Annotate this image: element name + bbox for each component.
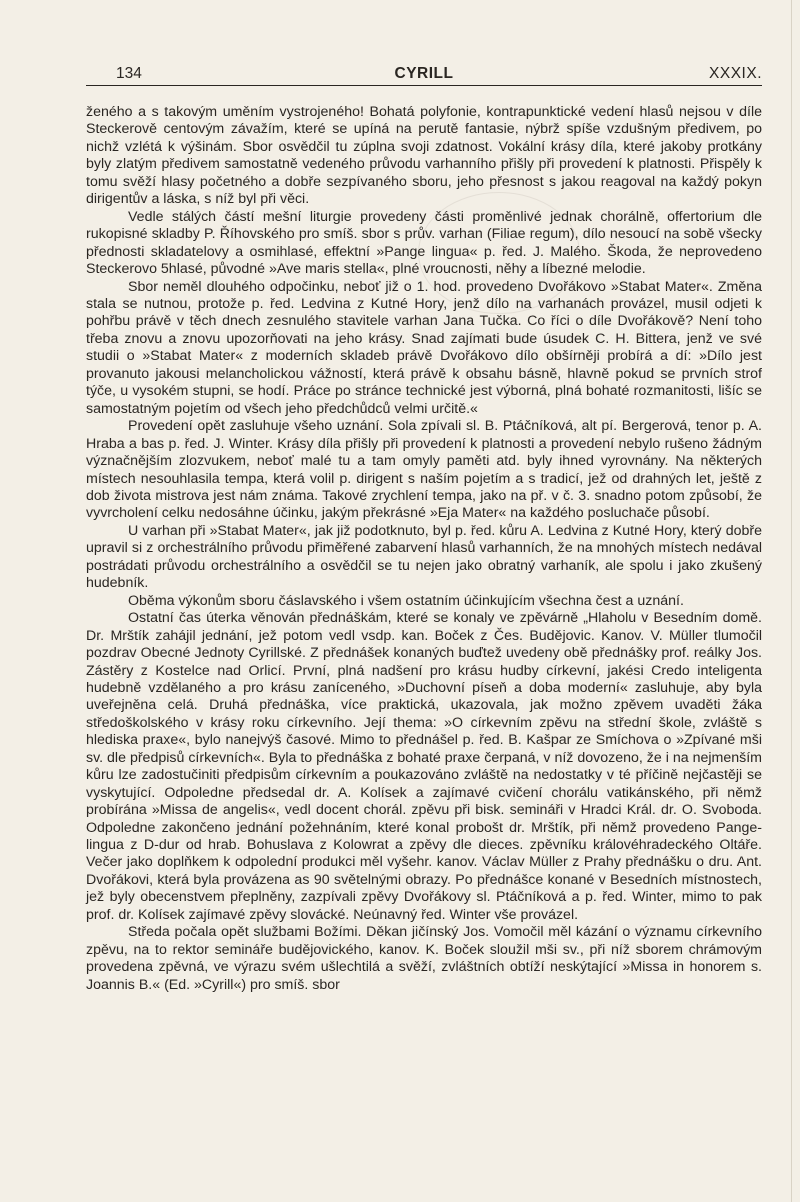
paragraph: Oběma výkonům sboru čáslavského i všem ostatním účinkujícím všechna čest a uznání.	[128, 592, 684, 609]
paragraph: Sbor neměl dlouhého odpočinku, neboť již o 1. hod. provedeno Dvořákovo »Stabat Mater«. Změna stala se nutnou, protože p. řed. Ledvina z Kutné Hory, jenž dílo na varhanách provázel, musil odjeti k pohřbu právě v těch dnech zesnulého stavitele varhan Jana Tučka. Co říci o díle Dvořákově? Není toho třeba znovu a znovu upozorňovati na jeho krásy. Snad zajímati bude úsudek C. H. Bittera, jenž ve své studii o »Stabat Mater« z moderních skladeb právě Dvořákovo dílo obšírněji probírá a dí: »Dílo jest provanuto jakousi melancholickou vážností, která právě k obsahu básně, hlavně pokud se prvních strof týče, u vysokém stupni, se hodí. Práce po stránce technické jest výborná, plná bohaté rozmanitosti, lišíc se samostatným pojetím od všech jeho předchůdců velmi určitě.«	[86, 278, 762, 417]
running-header	[86, 63, 762, 86]
article-body	[86, 104, 762, 994]
paragraph: Vedle stálých částí mešní liturgie provedeny části proměnlivé jednak chorálně, offertorium dle rukopisné skladby P. Říhovského pro smíš. sbor s prův. varhan (Filiae regum), dílo nesoucí na sobě všecky přednosti skladatelovy a osmihlasé, effektní »Pange lingua« p. řed. J. Malého. Škoda, že neprovedeno Steckerovo 5hlasé, původné »Ave maris stella«, plné vroucnosti, něhy a líbezné melodie.	[86, 208, 762, 278]
page-edge-line	[791, 0, 792, 1202]
paragraph: Ostatní čas úterka věnován přednáškám, které se konaly ve zpěvárně „Hlaholu v Besedním domě. Dr. Mrštík zahájil jednání, jež potom vedl vsdp. kan. Boček z Čes. Budějovic. Kanov. V. Müller tlumočil pozdrav Obecné Jednoty Cyrillské. Z přednášek konaných buďtež uvedeny obě přednášky prof. reálky Jos. Zástěry z Kostelce nad Orlicí. První, plná nadšení pro krásu hudby církevní, jakési Credo inteligenta hudebně vzdělaného a pro krásu zaníceného, »Duchovní píseň a doba moderní« zasluhuje, aby byla uveřejněna celá. Druhá přednáška, více praktická, ukazovala, jak možno zpěvem uvaděti žáka středoškolského v krásy roku církevního. Její thema: »O církevním zpěvu na střední škole, zvláště s hlediska praxe«, bylo nanejvýš časové. Mimo to přednášel p. řed. B. Kašpar ze Smíchova o »Zpívané mši sv. dle předpisů církevních«. Byla to přednáška z bohaté praxe čerpaná, v níž dovozeno, že i na nejmenším kůru lze zadostučiniti předpisům církevním a poukazováno zvláště na nedostatky v té příčině nejčastěji se vyskytující. Odpoledne předsedal dr. A. Kolísek a zajímavé cvičení chorálu vatikánského, při němž probírána »Missa de angelis«, vedl docent chorál. zpěvu při bisk. semináři v Hradci Král. dr. O. Svoboda. Odpoledne zakončeno jednání požehnáním, které konal probošt dr. Mrštík, při němž provedeno Pange-lingua z D-dur od hrab. Bohuslava z Kolowrat a zpěvy dle dieces. zpěvníku královéhradeckého Oltáře. Večer jako doplňkem k odpolední produkci měl vyšehr. kanov. Václav Müller z Prahy přednášku o dru. Ant. Dvořákovi, která byla provázena as 90 světelnými obrazy. Po přednášce konané v Besedních místnostech, jež byly obecenstvem přeplněny, zazpívali zpěvy Dvořákovy sl. Ptáčníková a p. řed. Winter, mimo to pak prof. dr. Kolísek zajímavé zpěvy slovácké. Neúnavný řed. Winter vše provázel.	[86, 610, 762, 923]
paragraph: Provedení opět zasluhuje všeho uznání. Sola zpívali sl. B. Ptáčníková, alt pí. Bergerová, tenor p. A. Hraba a bas p. řed. J. Winter. Krásy díla přišly při provedení k platnosti a provedení nebylo rušeno žádným význačnějším zlozvukem, neboť malé tu a tam omyly paměti atd. byly ihned vyrovnány. Na některých místech nesouhlasila tempa, která volil p. dirigent s naším pojetím a s tradicí, jež od drahných let, ještě z dob života mistrova jest nám známa. Takové zrychlení tempa, jako na př. v č. 3. snadno potom způsobí, že vyvrcholení celku nedosáhne účinku, jakým překrásné »Eja Mater« na každého posluchače působí.	[86, 418, 762, 522]
paragraph: U varhan při »Stabat Mater«, jak již podotknuto, byl p. řed. kůru A. Ledvina z Kutné Hory, který dobře upravil si z orchestrálního průvodu přiměřené zabarvení hlasů varhanních, že na mnohých místech nedával postrádati průvodu orchestrálního a osvědčil se tu nejen jako obratný varhaník, ale spolu i jako zkušený hudebník.	[86, 522, 762, 592]
paragraph: ženého a s takovým uměním vystrojeného! Bohatá polyfonie, kontrapunktické vedení hlasů nejsou v díle Steckerově centovým závažím, které se upíná na perutě fantasie, nýbrž spíše vzdušným předivem, po nichž vzlétá k výšinám. Sbor osvědčil tu zúplna svoji zdatnost. Vokální krásy díla, které jakoby protkány byly zlatým předivem samostatně vedeného průvodu varhanního přišly při provedení k platnosti. Přispěly k tomu svěží hlasy početného a dobře sezpívaného sboru, jeho přesnost s jakou reagoval na každý pokyn dirigentův a láska, s níž byl při věci.	[86, 104, 762, 208]
volume-number: XXXIX.	[709, 65, 762, 82]
paragraph: Středa počala opět službami Božími. Děkan jičínský Jos. Vomočil měl kázání o významu církevního zpěvu, na to rektor semináře budějovického, kanov. K. Boček sloužil mši sv., při níž sborem chrámovým provedena zpěvná, ve výrazu svém ušlechtilá a svěží, zvláštních obtíží neskýtající »Missa in honorem s. Joannis B.« (Ed. »Cyrill«) pro smíš. sbor	[86, 924, 762, 993]
journal-title: CYRILL	[394, 65, 454, 82]
page-number: 134	[116, 65, 142, 82]
